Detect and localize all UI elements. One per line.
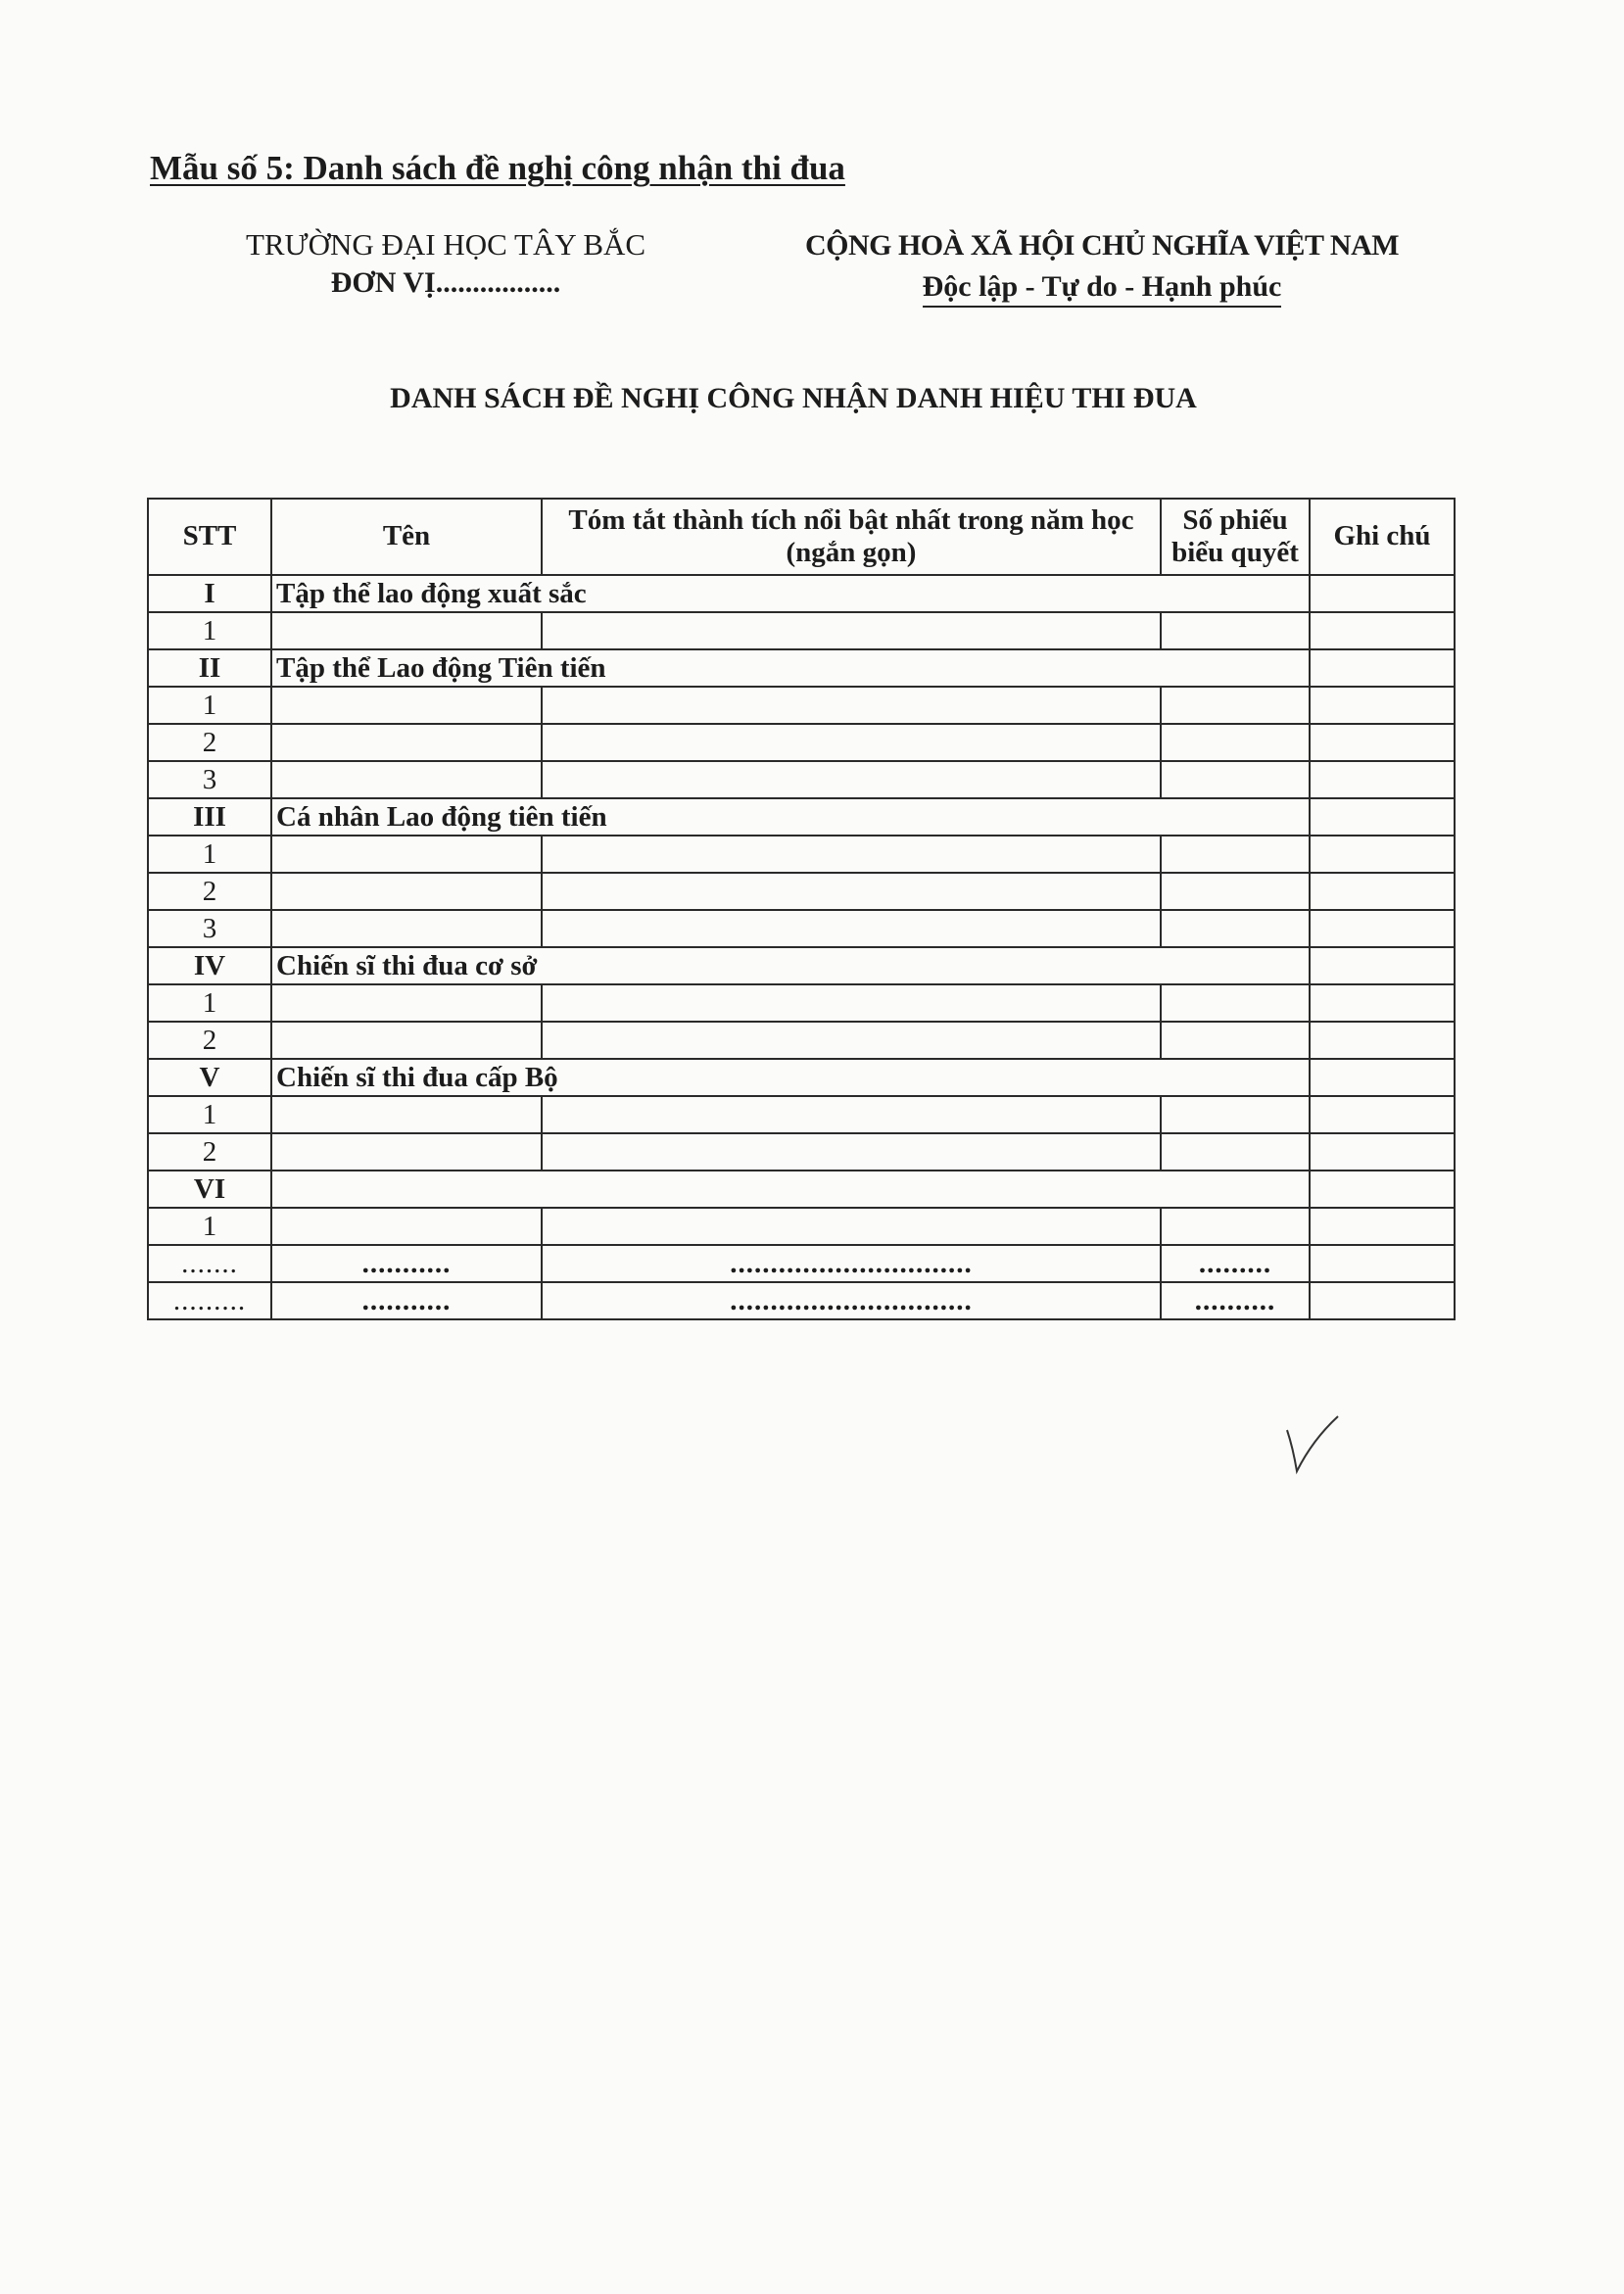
table-row [148, 873, 1455, 910]
summary-cell [542, 1022, 1161, 1059]
row-number: 2 [148, 873, 271, 910]
summary-cell [542, 1133, 1161, 1171]
col-header-votes: Số phiếu biểu quyết [1161, 499, 1310, 575]
col-header-note: Ghi chú [1310, 499, 1455, 575]
table-row [148, 1133, 1455, 1171]
republic-name: CỘNG HOÀ XÃ HỘI CHỦ NGHĨA VIỆT NAM [804, 229, 1400, 262]
col-header-name: Tên [271, 499, 542, 575]
summary-cell [542, 910, 1161, 947]
name-cell [271, 873, 542, 910]
handwritten-check-icon [1283, 1410, 1342, 1479]
summary-cell [542, 724, 1161, 761]
unit-field: ĐƠN VỊ................. [330, 266, 561, 299]
name-cell: ........... [271, 1282, 542, 1319]
row-number: 1 [148, 687, 271, 724]
table-row [148, 1022, 1455, 1059]
form-title: Mẫu số 5: Danh sách đề nghị công nhận thi đua [150, 149, 845, 187]
group-number: VI [148, 1171, 271, 1208]
name-cell [271, 687, 542, 724]
issuer-block [201, 227, 691, 300]
note-cell [1310, 724, 1455, 761]
name-cell [271, 1208, 542, 1245]
row-number: 2 [148, 724, 271, 761]
group-title: Tập thể Lao động Tiên tiến [271, 649, 1310, 687]
group-row [148, 649, 1455, 687]
summary-cell [542, 761, 1161, 798]
group-title: Chiến sĩ thi đua cơ sở [271, 947, 1310, 984]
name-cell [271, 612, 542, 649]
summary-cell [542, 1096, 1161, 1133]
table-row [148, 687, 1455, 724]
row-number: 1 [148, 612, 271, 649]
note-cell [1310, 687, 1455, 724]
row-number: 1 [148, 1096, 271, 1133]
row-number: ....... [148, 1245, 271, 1282]
note-cell [1310, 1133, 1455, 1171]
school-name: TRƯỜNG ĐẠI HỌC TÂY BẮC [245, 227, 646, 262]
table-header-row [148, 499, 1455, 575]
note-cell [1310, 649, 1455, 687]
row-number: 3 [148, 910, 271, 947]
name-cell: ........... [271, 1245, 542, 1282]
name-cell [271, 1096, 542, 1133]
document-heading: DANH SÁCH ĐỀ NGHỊ CÔNG NHẬN DANH HIỆU THI ĐUA [390, 382, 1197, 414]
group-row [148, 798, 1455, 836]
group-row [148, 947, 1455, 984]
summary-cell [542, 984, 1161, 1022]
group-title: Cá nhân Lao động tiên tiến [271, 798, 1310, 836]
national-motto: Độc lập - Tự do - Hạnh phúc [923, 270, 1282, 308]
group-number: V [148, 1059, 271, 1096]
row-number: 1 [148, 1208, 271, 1245]
summary-cell: .............................. [542, 1282, 1161, 1319]
summary-cell [542, 836, 1161, 873]
summary-cell [542, 873, 1161, 910]
votes-cell [1161, 1096, 1310, 1133]
name-cell [271, 761, 542, 798]
group-number: I [148, 575, 271, 612]
votes-cell [1161, 1133, 1310, 1171]
row-number: 1 [148, 984, 271, 1022]
note-cell [1310, 910, 1455, 947]
votes-cell [1161, 612, 1310, 649]
note-cell [1310, 1245, 1455, 1282]
note-cell [1310, 1059, 1455, 1096]
votes-cell [1161, 761, 1310, 798]
note-cell [1310, 612, 1455, 649]
table-row [148, 761, 1455, 798]
table-row [148, 836, 1455, 873]
note-cell [1310, 798, 1455, 836]
votes-cell [1161, 984, 1310, 1022]
group-number: III [148, 798, 271, 836]
note-cell [1310, 1096, 1455, 1133]
votes-cell [1161, 687, 1310, 724]
placeholder-row [148, 1282, 1455, 1319]
table-row [148, 910, 1455, 947]
row-number: 2 [148, 1133, 271, 1171]
name-cell [271, 984, 542, 1022]
group-title: Chiến sĩ thi đua cấp Bộ [271, 1059, 1310, 1096]
note-cell [1310, 1171, 1455, 1208]
note-cell [1310, 1208, 1455, 1245]
table-row [148, 984, 1455, 1022]
col-header-stt: STT [148, 499, 271, 575]
table-row [148, 724, 1455, 761]
group-title: Tập thể lao động xuất sắc [271, 575, 1310, 612]
group-row [148, 1059, 1455, 1096]
votes-cell [1161, 873, 1310, 910]
votes-cell [1161, 1022, 1310, 1059]
table-row [148, 1096, 1455, 1133]
group-title [271, 1171, 1310, 1208]
col-header-summary: Tóm tắt thành tích nổi bật nhất trong năm học (ngắn gọn) [542, 499, 1161, 575]
national-heading [774, 229, 1430, 308]
row-number: 1 [148, 836, 271, 873]
table-body [148, 575, 1455, 1319]
nomination-table [147, 498, 1456, 1320]
summary-cell [542, 687, 1161, 724]
group-number: II [148, 649, 271, 687]
summary-cell [542, 612, 1161, 649]
note-cell [1310, 575, 1455, 612]
name-cell [271, 1022, 542, 1059]
note-cell [1310, 836, 1455, 873]
summary-cell [542, 1208, 1161, 1245]
votes-cell [1161, 836, 1310, 873]
votes-cell [1161, 724, 1310, 761]
summary-cell: .............................. [542, 1245, 1161, 1282]
votes-cell [1161, 910, 1310, 947]
table-row [148, 1208, 1455, 1245]
name-cell [271, 1133, 542, 1171]
row-number: ......... [148, 1282, 271, 1319]
note-cell [1310, 873, 1455, 910]
note-cell [1310, 1022, 1455, 1059]
row-number: 3 [148, 761, 271, 798]
group-row [148, 1171, 1455, 1208]
table-row [148, 612, 1455, 649]
name-cell [271, 910, 542, 947]
note-cell [1310, 984, 1455, 1022]
name-cell [271, 724, 542, 761]
note-cell [1310, 761, 1455, 798]
note-cell [1310, 1282, 1455, 1319]
votes-cell [1161, 1208, 1310, 1245]
votes-cell: ......... [1161, 1245, 1310, 1282]
votes-cell: .......... [1161, 1282, 1310, 1319]
group-number: IV [148, 947, 271, 984]
placeholder-row [148, 1245, 1455, 1282]
row-number: 2 [148, 1022, 271, 1059]
group-row [148, 575, 1455, 612]
name-cell [271, 836, 542, 873]
note-cell [1310, 947, 1455, 984]
